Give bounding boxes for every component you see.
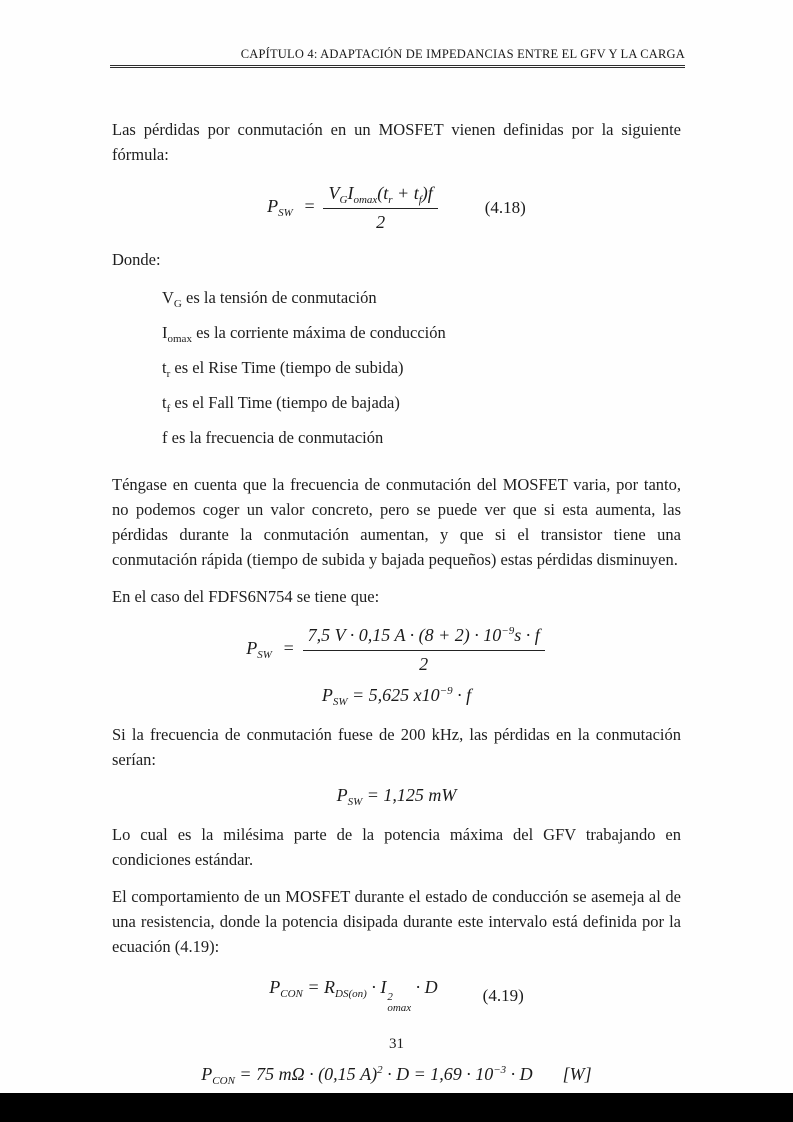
equation-fdfs-fraction — [112, 625, 681, 675]
donde-label: Donde: — [112, 250, 161, 269]
definition-tr-symbol: t — [162, 358, 167, 377]
eq418-num-v-sub: G — [339, 194, 348, 206]
eq418-num-tf: + t — [392, 183, 419, 203]
definition-tr-text: es el Rise Time (tiempo de subida) — [170, 358, 404, 377]
definition-vg-text: es la tensión de conmutación — [181, 288, 377, 307]
eqfdfs-num-post: s · f — [514, 625, 540, 645]
definition-vg-subscript: G — [173, 298, 182, 310]
definition-tr — [162, 357, 681, 378]
definition-tf-text: es el Fall Time (tiempo de bajada) — [170, 393, 400, 412]
paragraph-milesima: Lo cual es la milésima parte de la potencia máxima del GFV trabajando en condiciones estándar. — [112, 825, 681, 869]
definition-iomax-text: es la corriente máxima de conducción — [191, 323, 446, 342]
eqpcon-lhs: P — [201, 1064, 213, 1084]
eq418-denominator: 2 — [376, 212, 386, 232]
eq418-expression — [267, 183, 440, 233]
eq418-num-v: V — [328, 183, 340, 203]
eqfdfs-fraction — [303, 625, 545, 675]
page-content — [112, 117, 681, 1085]
eq418-fraction — [323, 183, 437, 233]
eq419-duty: · D — [411, 977, 438, 997]
definition-tr-subscript: r — [166, 368, 171, 380]
eqfdfs2-value: = 5,625 x10 — [347, 685, 440, 705]
eqfdfs-num-exponent: −9 — [501, 625, 515, 637]
definition-iomax — [162, 322, 681, 343]
eq418-num-i: I — [347, 183, 354, 203]
eq419-rds: = R — [302, 977, 336, 997]
definition-tf-subscript: f — [166, 403, 171, 415]
eqmw-expression — [337, 785, 457, 806]
chapter-header — [110, 0, 685, 68]
eq418-lhs-sub: SW — [278, 207, 293, 220]
definition-f-text: es la frecuencia de conmutación — [167, 428, 384, 447]
eqfdfs-numerator — [303, 625, 545, 651]
paragraph-tengase: Téngase en cuenta que la frecuencia de conmutación del MOSFET varia, por tanto, no podemos coger un valor concreto, pero se puede ver que si esta aumenta, las pérdidas durante la conmutación aumentan, y que si el transistor tiene una conmutación rápida (tiempo de subida y bajada pequeños) estas pérdidas disminuyen. — [112, 475, 681, 569]
eqpcon-lhs-sub: CON — [212, 1075, 235, 1087]
equation-fdfs-result — [112, 685, 681, 706]
eqfdfs-expression — [246, 625, 546, 675]
eqfdfs2-exponent: −9 — [439, 685, 453, 697]
eqpcon-duty: · D — [506, 1064, 533, 1084]
eq419-lhs: P — [269, 977, 281, 997]
eq418-num-tr-sub: r — [388, 194, 393, 206]
eqpcon-unit: [W] — [562, 1064, 592, 1084]
eqfdfs2-lhs-sub: SW — [332, 696, 348, 708]
definition-f-symbol: f — [162, 428, 168, 447]
paragraph-caso-fdfs: En el caso del FDFS6N754 se tiene que: — [112, 587, 380, 606]
definition-vg-symbol: V — [162, 288, 174, 307]
eq419-rds-sub: DS(on) — [335, 988, 367, 1000]
eq418-num-i-sub: omax — [353, 194, 378, 206]
definition-iomax-subscript: omax — [167, 333, 192, 345]
eqmw-lhs-sub: SW — [347, 796, 363, 808]
eqfdfs2-lhs: P — [321, 685, 333, 705]
definition-iomax-symbol: I — [162, 323, 168, 342]
eqpcon-resistance: = 75 mΩ · (0,15 A) — [234, 1064, 378, 1084]
eqfdfs-denominator: 2 — [419, 654, 429, 674]
eq418-equals: = — [303, 196, 316, 217]
eq418-num-tf-sub: f — [418, 194, 422, 206]
definition-tf — [162, 392, 681, 413]
scan-bottom-bar — [0, 1093, 793, 1122]
eq419-current-supsub — [387, 992, 411, 1014]
eq418-lhs: P — [267, 196, 279, 217]
eqfdfs2-expression — [322, 685, 471, 706]
eq418-num-tr: (t — [377, 183, 389, 203]
eqfdfs-lhs: P — [246, 638, 258, 659]
eqfdfs-lhs-sub: SW — [257, 649, 272, 662]
equation-psw-mw — [112, 785, 681, 806]
equation-4-18 — [112, 183, 681, 233]
paragraph-frecuencia: Si la frecuencia de conmutación fuese de 200 kHz, las pérdidas en la conmutación serían: — [112, 725, 681, 769]
eqmw-value: = 1,125 mW — [362, 785, 457, 805]
equation-label-4-18: (4.18) — [484, 198, 526, 217]
definition-f — [162, 427, 681, 448]
eqpcon-expression — [201, 1064, 532, 1085]
eq418-num-f: )f — [421, 183, 433, 203]
eq419-lhs-sub: CON — [280, 988, 303, 1000]
equation-label-4-19: (4.19) — [482, 985, 524, 1005]
equation-pcon-result — [112, 1064, 681, 1085]
symbol-definitions — [112, 287, 681, 448]
eq418-numerator — [323, 183, 437, 209]
paragraph-intro: Las pérdidas por conmutación en un MOSFET vienen definidas por la siguiente fórmula: — [112, 120, 681, 164]
eq419-current: · I — [366, 977, 387, 997]
eqpcon-mid: · D = 1,69 · 10 — [382, 1064, 494, 1084]
eq419-expression — [269, 977, 437, 1014]
eqfdfs-num-pre: 7,5 V · 0,15 A · (8 + 2) · 10 — [307, 625, 502, 645]
eq419-current-sup: 2 — [387, 991, 393, 1003]
equation-4-19 — [112, 977, 681, 1014]
paragraph-comportamiento: El comportamiento de un MOSFET durante el estado de conducción se asemeja al de una resistencia, donde la potencia disipada durante este intervalo está definida por la ecuación (4.19): — [112, 887, 681, 956]
eqpcon-exponent: −3 — [493, 1064, 507, 1076]
definition-tf-symbol: t — [162, 393, 167, 412]
eqfdfs-equals: = — [282, 638, 295, 659]
page-number: 31 — [389, 1036, 404, 1052]
eqmw-lhs: P — [336, 785, 348, 805]
eqfdfs2-factor: · f — [452, 685, 472, 705]
chapter-header-title: CAPÍTULO 4: ADAPTACIÓN DE IMPEDANCIAS ENTRE EL GFV Y LA CARGA — [240, 47, 685, 61]
definition-vg — [162, 287, 681, 308]
eq419-current-sub: omax — [387, 1002, 412, 1014]
eqpcon-square: 2 — [377, 1064, 383, 1076]
